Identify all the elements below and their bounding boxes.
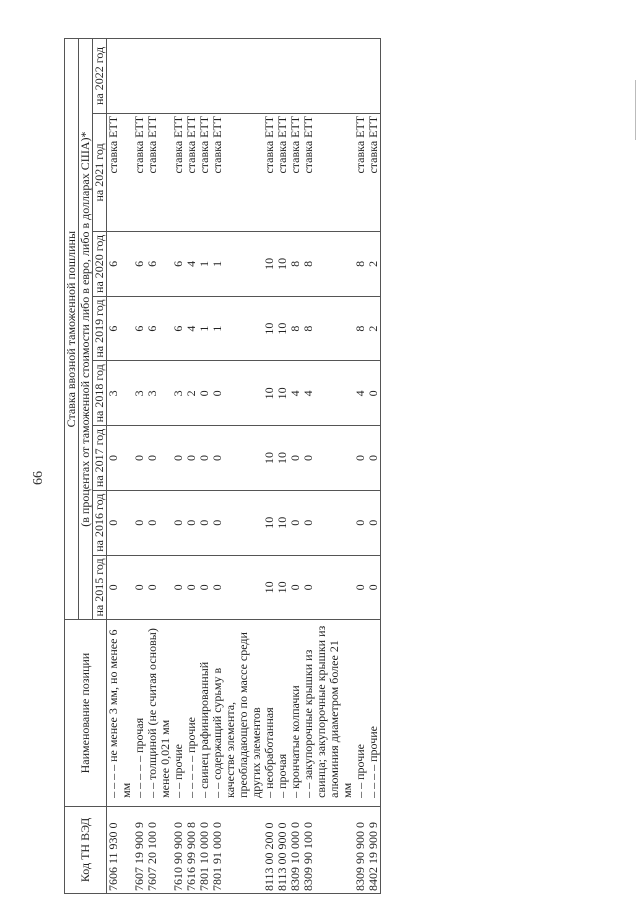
rate-cell: 10	[263, 361, 276, 426]
name-cell: – необработанная	[263, 620, 276, 807]
rate-cell: 0	[367, 426, 381, 491]
rate-cell: 6	[172, 296, 185, 361]
rate-cell: 0	[289, 426, 302, 491]
rate-cell: 0	[185, 555, 198, 620]
tariff-table	[64, 38, 381, 894]
table-row	[107, 39, 134, 894]
rate-cell: 10	[276, 426, 289, 491]
name-cell: – – толщиной (не считая основы) менее 0,021 мм	[146, 620, 172, 807]
rate-cell: 0	[185, 426, 198, 491]
name-cell: – свинец рафинированный	[198, 620, 211, 807]
rate-cell: 6	[146, 232, 172, 297]
rate-cell: 0	[133, 426, 146, 491]
rate-cell	[211, 39, 263, 114]
header-year: на 2022 год	[93, 39, 107, 114]
rate-cell: 0	[146, 490, 172, 555]
rate-cell: 4	[302, 361, 354, 426]
rate-cell	[289, 39, 302, 114]
rate-cell: ставка ЕТТ	[185, 113, 198, 231]
name-cell: – – содержащий сурьму в качестве элемента, преобладающего по массе среди других элементов	[211, 620, 263, 807]
rate-cell: 0	[107, 426, 134, 491]
rate-cell: 10	[276, 490, 289, 555]
rate-cell: 3	[107, 361, 134, 426]
code-cell: 7801 91 000 0	[211, 806, 263, 893]
rate-cell	[172, 39, 185, 114]
rate-cell: 4	[185, 232, 198, 297]
table-row	[211, 39, 263, 894]
rate-cell: ставка ЕТТ	[198, 113, 211, 231]
name-cell: – – прочие	[354, 620, 367, 807]
rate-cell: 8	[354, 232, 367, 297]
name-cell: – – закупорочные крышки из свинца; закупорочные крышки из алюминия диаметром более 21 мм	[302, 620, 354, 807]
rate-cell: 6	[133, 296, 146, 361]
page-number: 66	[31, 471, 46, 485]
rate-cell: 0	[354, 426, 367, 491]
rate-cell: 0	[146, 426, 172, 491]
rate-cell: 6	[107, 296, 134, 361]
rate-cell	[185, 39, 198, 114]
rate-cell: ставка ЕТТ	[172, 113, 185, 231]
code-cell: 7607 20 100 0	[146, 806, 172, 893]
rate-cell: 2	[367, 296, 381, 361]
name-cell: – – – – – прочая	[133, 620, 146, 807]
rate-cell: 0	[211, 490, 263, 555]
rate-cell: 6	[133, 232, 146, 297]
header-rate-subtitle: (в процентах от таможенной стоимости либо в евро, либо в долларах США)*	[79, 39, 93, 620]
rate-cell: 0	[367, 555, 381, 620]
header-year: на 2018 год	[93, 361, 107, 426]
rate-cell: ставка ЕТТ	[211, 113, 263, 231]
rate-cell: 0	[107, 555, 134, 620]
table-row	[146, 39, 172, 894]
rate-cell: ставка ЕТТ	[107, 113, 134, 231]
header-year: на 2019 год	[93, 296, 107, 361]
rate-cell: 6	[172, 232, 185, 297]
rate-cell: 1	[198, 296, 211, 361]
rate-cell: 0	[302, 426, 354, 491]
rate-cell: 0	[211, 361, 263, 426]
header-year: на 2020 год	[93, 232, 107, 297]
rate-cell: 10	[263, 426, 276, 491]
rate-cell	[354, 39, 367, 114]
code-cell: 7607 19 900 9	[133, 806, 146, 893]
header-name: Наименование позиции	[65, 620, 107, 807]
header-year: на 2016 год	[93, 490, 107, 555]
code-cell: 7610 90 900 0	[172, 806, 185, 893]
rate-cell: 0	[289, 555, 302, 620]
code-cell: 7616 99 900 8	[185, 806, 198, 893]
table-row	[302, 39, 354, 894]
code-cell: 8309 90 900 0	[354, 806, 367, 893]
table-row	[367, 39, 381, 894]
rate-cell: 0	[354, 490, 367, 555]
rate-cell: ставка ЕТТ	[263, 113, 276, 231]
rate-cell: 4	[354, 361, 367, 426]
rate-cell: 0	[198, 490, 211, 555]
rate-cell: 6	[107, 232, 134, 297]
header-year: на 2021 год	[93, 113, 107, 231]
name-cell: – – – – не менее 3 мм, но менее 6 мм	[107, 620, 134, 807]
rate-cell: ставка ЕТТ	[133, 113, 146, 231]
rate-cell	[263, 39, 276, 114]
name-cell: – крончатые колпачки	[289, 620, 302, 807]
rate-cell: 10	[263, 555, 276, 620]
header-year: на 2017 год	[93, 426, 107, 491]
rate-cell: 0	[107, 490, 134, 555]
rate-cell: 8	[302, 232, 354, 297]
rate-cell: 1	[211, 296, 263, 361]
rate-cell: 0	[133, 555, 146, 620]
name-cell: – – – – прочие	[367, 620, 381, 807]
rate-cell: 0	[367, 361, 381, 426]
rate-cell: 2	[367, 232, 381, 297]
rate-cell: 0	[172, 555, 185, 620]
rate-cell	[146, 39, 172, 114]
rate-cell: 4	[289, 361, 302, 426]
rate-cell: ставка ЕТТ	[289, 113, 302, 231]
code-cell: 8309 90 100 0	[302, 806, 354, 893]
rate-cell: 8	[289, 232, 302, 297]
rate-cell: 0	[289, 490, 302, 555]
header-rate-title: Ставка ввозной таможенной пошлины	[65, 39, 79, 620]
rate-cell	[133, 39, 146, 114]
rate-cell: ставка ЕТТ	[146, 113, 172, 231]
rate-cell: 0	[211, 555, 263, 620]
code-cell: 7801 10 000 0	[198, 806, 211, 893]
name-cell: – – прочие	[172, 620, 185, 807]
rate-cell: 10	[263, 232, 276, 297]
rate-cell: 0	[172, 490, 185, 555]
rate-cell: 4	[185, 296, 198, 361]
rate-cell: 3	[146, 361, 172, 426]
rate-cell: 0	[302, 555, 354, 620]
rate-cell: 10	[276, 555, 289, 620]
rate-cell	[367, 39, 381, 114]
rate-cell: 0	[302, 490, 354, 555]
name-cell: – – – – – прочие	[185, 620, 198, 807]
rate-cell: 8	[289, 296, 302, 361]
rate-cell	[198, 39, 211, 114]
rate-cell	[276, 39, 289, 114]
name-cell: – прочая	[276, 620, 289, 807]
rate-cell: 0	[198, 426, 211, 491]
rate-cell: 8	[354, 296, 367, 361]
code-cell: 8113 00 900 0	[276, 806, 289, 893]
rate-cell: 3	[133, 361, 146, 426]
rate-cell	[107, 39, 134, 114]
rate-cell: ставка ЕТТ	[354, 113, 367, 231]
rate-cell: 10	[276, 232, 289, 297]
rate-cell: ставка ЕТТ	[367, 113, 381, 231]
rate-cell: 0	[354, 555, 367, 620]
rate-cell: 1	[198, 232, 211, 297]
rate-cell: 0	[198, 361, 211, 426]
code-cell: 8113 00 200 0	[263, 806, 276, 893]
rate-cell: ставка ЕТТ	[302, 113, 354, 231]
rate-cell: 0	[185, 490, 198, 555]
rate-cell: 1	[211, 232, 263, 297]
rate-cell: 10	[276, 296, 289, 361]
rate-cell: ставка ЕТТ	[276, 113, 289, 231]
rate-cell: 10	[263, 296, 276, 361]
rate-cell	[302, 39, 354, 114]
code-cell: 7606 11 930 0	[107, 806, 134, 893]
header-code: Код ТН ВЭД	[65, 806, 107, 893]
rate-cell: 10	[276, 361, 289, 426]
rate-cell: 8	[302, 296, 354, 361]
rate-cell: 0	[146, 555, 172, 620]
rate-cell: 3	[172, 361, 185, 426]
rate-cell: 0	[172, 426, 185, 491]
rate-cell: 0	[367, 490, 381, 555]
code-cell: 8402 19 900 9	[367, 806, 381, 893]
code-cell: 8309 10 000 0	[289, 806, 302, 893]
rate-cell: 2	[185, 361, 198, 426]
rate-cell: 0	[198, 555, 211, 620]
rate-cell: 0	[211, 426, 263, 491]
rate-cell: 0	[133, 490, 146, 555]
rate-cell: 6	[146, 296, 172, 361]
rate-cell: 10	[263, 490, 276, 555]
header-year: на 2015 год	[93, 555, 107, 620]
